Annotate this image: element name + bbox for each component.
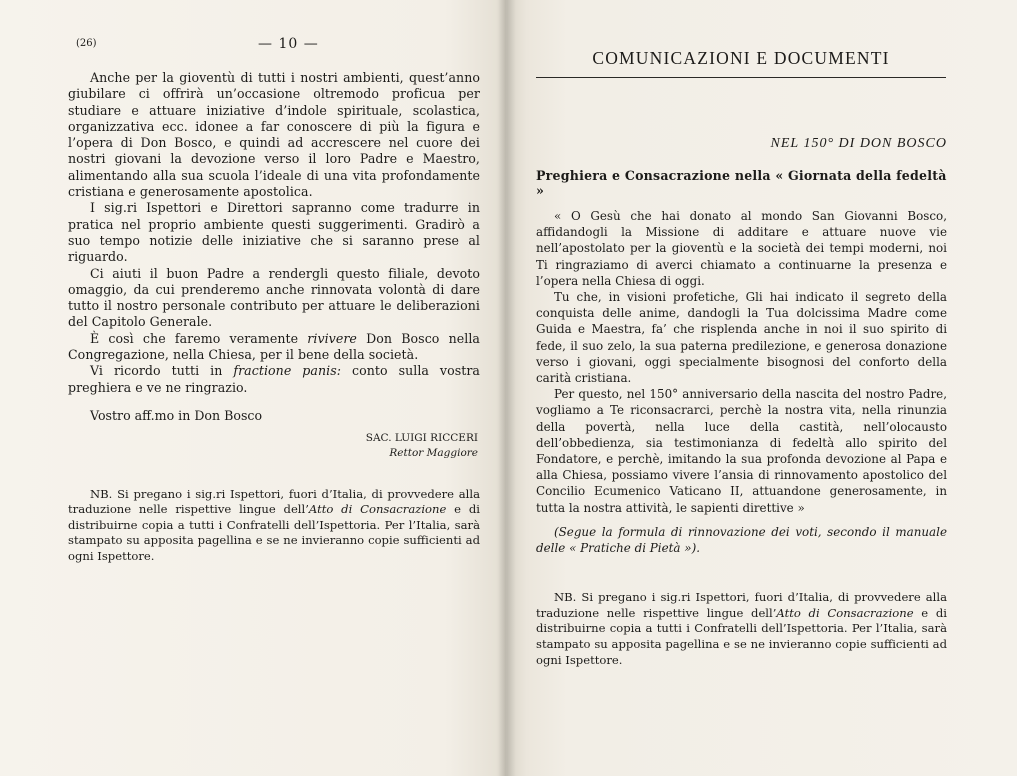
left-paragraph-5 bbox=[68, 363, 480, 396]
p5-text-after: conto sulla vostra preghiera e ve ne ringrazio. bbox=[68, 363, 480, 395]
left-body-text bbox=[68, 70, 480, 396]
left-nb-after: e di distribuirne copia a tutti i Confratelli dell’Ispettoria. Per l’Italia, sarà stampato su apposita pagellina e se ne invieranno copie sufficienti ad ogni Ispettore. bbox=[68, 502, 480, 563]
left-paragraph-2: I sig.ri Ispettori e Direttori sapranno come tradurre in pratica nel proprio ambiente questi suggerimenti. Gradirò a suo tempo notizie delle iniziative che si saranno prese al riguardo. bbox=[68, 200, 480, 265]
right-paragraph-1: « O Gesù che hai donato al mondo San Giovanni Bosco, affidandogli la Missione di additare e attuare nuove vie nell’apostolato per la gioventù e la società dei tempi moderni, noi Ti ringraziamo di averci chiamato a continuarne la presenza e l’opera nella Chiesa di oggi. bbox=[536, 209, 947, 288]
page-id: (26) bbox=[76, 38, 97, 49]
right-nb-before: NB. Si pregano i sig.ri Ispettori, fuori d’Italia, di provvedere alla traduzione nelle rispettive lingue dell’ bbox=[536, 590, 947, 620]
prayer-title: Preghiera e Consacrazione nella « Giornata della fedeltà » bbox=[536, 168, 947, 198]
right-paragraph-2: Tu che, in visioni profetiche, Gli hai indicato il segreto della conquista delle anime, dandogli la Tua dolcissima Madre come Guida e Maestra, fa’ che risplenda anche in noi il suo spirito di fede, il suo zelo, la sua paterna predilezione, e generosa donazione verso i giovani, oggi specialmente bisognosi del conforto della carità cristiana. bbox=[536, 290, 947, 386]
p4-text-before: È così che faremo veramente bbox=[90, 330, 308, 346]
p5-italic: fractione panis: bbox=[233, 363, 341, 379]
left-running-head bbox=[68, 36, 480, 58]
document-subtitle: NEL 150° DI DON BOSCO bbox=[770, 136, 947, 151]
p4-text-after: Don Bosco nella Congregazione, nella Chiesa, per il bene della società. bbox=[68, 330, 480, 363]
signature-block bbox=[68, 431, 480, 461]
right-page bbox=[506, 0, 1017, 776]
right-note: (Segue la formula di rinnovazione dei voti, secondo il manuale delle « Pratiche di Pietà »). bbox=[536, 524, 947, 556]
left-paragraph-3: Ci aiuti il buon Padre a rendergli questo filiale, devoto omaggio, da cui prenderemo anche rinnovata volontà di dare tutto il nostro personale contributo per attuare le deliberazioni del Capitolo Generale. bbox=[68, 265, 480, 330]
p5-text-before: Vi ricordo tutti in bbox=[90, 363, 234, 379]
p4-italic: rivivere bbox=[307, 330, 357, 346]
right-paragraph-3: Per questo, nel 150° anniversario della nascita del nostro Padre, vogliamo a Te riconsacrarci, perchè la nostra vita, nella rinunzia della povertà, nella luce della castità, nell’olocausto dell’obbedienza, sia testimonianza di fedeltà allo spirito del Fondatore, e perchè, imitando la sua profonda devozione al Papa e alla Chiesa, possiamo vivere l’ansia di rinnovamento apostolico del Concilio Ecumenico Vaticano II, attuandone generosamente, in tutta la nostra attività, le sapienti direttive » bbox=[536, 387, 947, 515]
right-body-text bbox=[536, 208, 947, 556]
right-nota-bene bbox=[536, 590, 947, 668]
left-paragraph-4 bbox=[68, 331, 480, 364]
left-nota-bene bbox=[68, 487, 480, 564]
section-title: COMUNICAZIONI E DOCUMENTI bbox=[536, 40, 946, 78]
page-number: — 10 — bbox=[258, 36, 319, 52]
left-page bbox=[0, 0, 506, 776]
signature-role: Rettor Maggiore bbox=[389, 446, 478, 459]
closing-salutation: Vostro aff.mo in Don Bosco bbox=[90, 407, 263, 423]
signature-name: SAC. LUIGI RICCERI bbox=[365, 431, 478, 444]
right-nb-italic: Atto di Consacrazione bbox=[776, 605, 914, 620]
left-nb-before: NB. Si pregano i sig.ri Ispettori, fuori d’Italia, di provvedere alla traduzione nelle rispettive lingue dell’ bbox=[68, 486, 480, 517]
left-paragraph-1: Anche per la gioventù di tutti i nostri ambienti, quest’anno giubilare ci offrirà un’occasione oltremodo proficua per studiare e attuare iniziative d’indole spirituale, scolastica, organizzativa ecc. idonee a far conoscere di più la figura e l’opera di Don Bosco, e quindi ad accrescere nel cuore dei nostri giovani la devozione verso il loro Padre e Maestro, alimentando alla sua scuola l’ideale di una vita profondamente cristiana e generosamente apostolica. bbox=[68, 70, 480, 200]
right-nb-after: e di distribuirne copia a tutti i Confratelli dell’Ispettoria. Per l’Italia, sarà stampato su apposita pagellina e se ne invieranno copie sufficienti ad ogni Ispettore. bbox=[536, 605, 947, 667]
left-nb-italic: Atto di Consacrazione bbox=[308, 502, 447, 517]
